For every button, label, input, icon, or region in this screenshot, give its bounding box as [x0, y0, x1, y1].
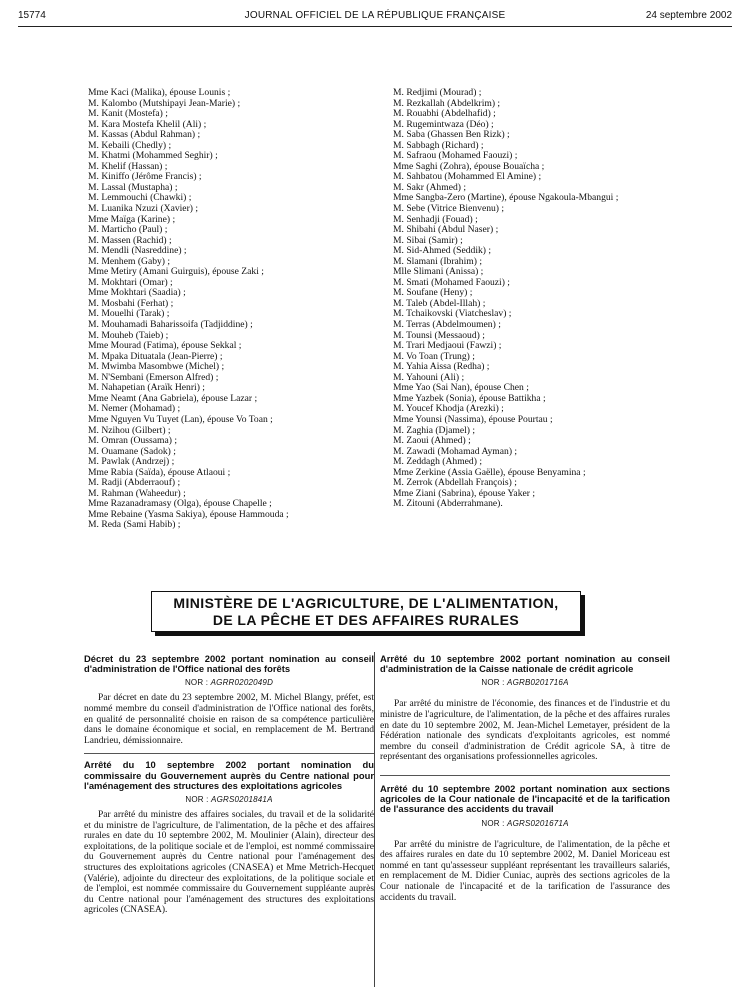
- name-entry: M. Mouelhi (Tarak) ;: [88, 308, 170, 320]
- name-entry: M. Zeddagh (Ahmed) ;: [393, 456, 482, 468]
- name-entry: M. Mpaka Dituatala (Jean-Pierre) ;: [88, 350, 223, 362]
- nor-label: NOR :: [185, 794, 209, 804]
- name-entry: M. Zerrok (Abdellah François) ;: [393, 477, 517, 489]
- name-entry: M. Trari Medjaoui (Fawzi) ;: [393, 340, 502, 352]
- name-entry: M. Rouabhi (Abdelhafid) ;: [393, 108, 496, 120]
- article-title: Arrêté du 10 septembre 2002 portant nomination aux sections agricoles de la Cour nationale de l'incapacité et de la tarification de l'assurance des accidents du travail: [380, 782, 670, 815]
- article-body: Par arrêté du ministre des affaires sociales, du travail et de la solidarité et du ministre de l'agriculture, de l'alimentation, de la pêche et des affaires rurales en date du 10 septembre 2002, M. Moulinier (Alain), directeur des exploitations, de la politique sociale et de l'emploi, est nommé commissaire du Gouvernement auprès du Centre national pour l'aménagement des structures des exploitations agricoles (CNASEA) et Mme Metrich-Hecquet (Valérie), adjointe du directeur des exploitations, de la politique sociale et de l'emploi, est nommée commissaire du Gouvernement suppléante auprès du Centre national pour l'aménagement des structures des exploitations agricoles (CNASEA).: [84, 809, 374, 916]
- name-entry: M. Luanika Nzuzi (Xavier) ;: [88, 203, 199, 215]
- nor-reference: [84, 795, 374, 804]
- nor-reference: [380, 678, 670, 687]
- name-entry: M. Rezkallah (Abdelkrim) ;: [393, 97, 501, 109]
- ministry-title-line1: MINISTÈRE DE L'AGRICULTURE, DE L'ALIMENTATION,: [173, 595, 559, 611]
- name-entry: M. Kanit (Mostefa) ;: [88, 108, 168, 120]
- name-entry: M. Kiniffo (Jérôme Francis) ;: [88, 171, 202, 183]
- article: [380, 654, 670, 763]
- name-entry: M. Zaghia (Djamel) ;: [393, 424, 476, 436]
- articles-column-left: [84, 654, 374, 916]
- article-title: Décret du 23 septembre 2002 portant nomination au conseil d'administration de l'Office national des forêts: [84, 653, 374, 675]
- name-entry: Mme Maïga (Karine) ;: [88, 213, 176, 225]
- name-entry: M. Sid-Ahmed (Seddik) ;: [393, 245, 492, 257]
- name-entry: M. N'Sembani (Emerson Alfred) ;: [88, 371, 219, 383]
- name-entry: M. Sakr (Ahmed) ;: [393, 181, 467, 193]
- name-entry: M. Mouhamadi Baharissoifa (Tadjiddine) ;: [88, 319, 253, 331]
- name-entry: Mme Saghi (Zohra), épouse Bouaïcha ;: [393, 160, 545, 172]
- name-entry: M. Omran (Oussama) ;: [88, 435, 177, 447]
- name-entry: Mme Rebaine (Yasma Sakiya), épouse Hammouda ;: [88, 508, 289, 520]
- name-entry: M. Nemer (Mohamad) ;: [88, 403, 181, 415]
- article: [380, 784, 670, 903]
- name-entry: M. Vo Toan (Trung) ;: [393, 350, 475, 362]
- article-separator: [84, 753, 374, 754]
- names-list-left: [88, 88, 289, 531]
- name-entry: M. Massen (Rachid) ;: [88, 234, 172, 246]
- nor-code: AGRB0201716A: [507, 678, 569, 688]
- nor-label: NOR :: [184, 678, 209, 688]
- name-entry: Mme Neamt (Ana Gabriela), épouse Lazar ;: [88, 392, 258, 404]
- name-entry: Mme Metiry (Amani Guirguis), épouse Zaki ;: [88, 266, 264, 278]
- ministry-title-line2: DE LA PÊCHE ET DES AFFAIRES RURALES: [212, 612, 520, 628]
- article-body: Par arrêté du ministre de l'agriculture, de l'alimentation, de la pêche et des affaires rurales en date du 10 septembre 2002, M. Daniel Moriceau est nommé en tant qu'assesseur suppléant représentant les travailleurs salariés, en remplacement de M. Didier Cuniac, auprès des sections agricoles de la Cour nationale de l'incapacité et de la tarification de l'assurance des accidents du travail.: [380, 839, 670, 903]
- name-entry: M. Marticho (Paul) ;: [88, 224, 168, 236]
- name-entry: M. Yahia Aissa (Redha) ;: [393, 361, 490, 373]
- name-entry: M. Youcef Khodja (Arezki) ;: [393, 403, 504, 415]
- header-rule: [18, 26, 732, 27]
- journal-title: JOURNAL OFFICIEL DE LA RÉPUBLIQUE FRANÇAISE: [244, 10, 506, 21]
- article-body: Par décret en date du 23 septembre 2002, M. Michel Blangy, préfet, est nommé membre du conseil d'administration de l'Office national des forêts, en qualité de personnalité choisie en raison de sa compétence particulière dans le domaine économique et social, en remplacement de M. Bertrand Landrieu, démissionnaire.: [84, 693, 374, 746]
- name-entry: M. Sahbatou (Mohammed El Amine) ;: [393, 171, 542, 183]
- article-title: Arrêté du 10 septembre 2002 portant nomination du commissaire du Gouvernement auprès du Centre national pour l'aménagement des structures des exploitations agricoles: [84, 759, 374, 791]
- name-entry: M. Zaoui (Ahmed) ;: [393, 435, 471, 447]
- name-entry: Mme Rabia (Saïda), épouse Atlaoui ;: [88, 466, 231, 478]
- name-entry: Mme Nguyen Vu Tuyet (Lan), épouse Vo Toan ;: [88, 413, 273, 425]
- name-entry: M. Mosbahi (Ferhat) ;: [88, 297, 174, 309]
- name-entry: M. Rahman (Waheedur) ;: [88, 487, 186, 499]
- nor-reference: [84, 678, 374, 687]
- name-entry: M. Safraou (Mohamed Faouzi) ;: [393, 150, 518, 162]
- name-entry: M. Radji (Abderraouf) ;: [88, 477, 181, 489]
- names-list-right: [393, 88, 618, 510]
- name-entry: M. Menhem (Gaby) ;: [88, 255, 171, 267]
- article: [84, 760, 374, 916]
- nor-label: NOR :: [481, 818, 505, 828]
- name-entry: M. Taleb (Abdel-Illah) ;: [393, 297, 486, 309]
- name-entry: M. Khelif (Hassan) ;: [88, 160, 168, 172]
- name-entry: M. Sibai (Samir) ;: [393, 234, 463, 246]
- name-entry: Mme Younsi (Nassima), épouse Pourtau ;: [393, 413, 553, 425]
- page-header: [18, 10, 732, 26]
- name-entry: M. Zawadi (Mohamad Ayman) ;: [393, 445, 518, 457]
- name-entry: M. Yahouni (Ali) ;: [393, 371, 465, 383]
- article: [84, 654, 374, 746]
- name-entry: M. Ouamane (Sadok) ;: [88, 445, 176, 457]
- name-entry: M. Lemmouchi (Chawki) ;: [88, 192, 192, 204]
- name-entry: M. Mouheb (Taieb) ;: [88, 329, 169, 341]
- name-entry: M. Kebaili (Chedly) ;: [88, 139, 172, 151]
- nor-reference: [380, 819, 670, 828]
- name-entry: M. Sabbagh (Richard) ;: [393, 139, 484, 151]
- issue-date: 24 septembre 2002: [645, 10, 732, 21]
- name-entry: M. Zitouni (Abderrahmane).: [393, 498, 503, 510]
- name-entry: Mme Zerkine (Assia Gaëlle), épouse Benyamina ;: [393, 466, 586, 478]
- name-entry: M. Slamani (Ibrahim) ;: [393, 255, 482, 267]
- name-entry: M. Sebe (Vitrice Bienvenu) ;: [393, 203, 505, 215]
- name-entry: M. Saba (Ghassen Ben Rizk) ;: [393, 129, 510, 141]
- article-body: Par arrêté du ministre de l'économie, des finances et de l'industrie et du ministre de l'agriculture, de l'alimentation, de la pêche et des affaires rurales en date du 10 septembre 2002, M. Jean-Michel Lemetayer, président de la Fédération nationale des syndicats d'exploitants agricoles, est nommé membre du conseil d'administration de Crédit agricole SA, à titre de représentant des organisations professionnelles agricoles.: [380, 699, 670, 763]
- page-number: 15774: [18, 10, 46, 21]
- name-entry: M. Redjimi (Mourad) ;: [393, 87, 482, 98]
- name-entry: M. Kassas (Abdul Rahman) ;: [88, 129, 201, 141]
- name-entry: M. Shibahi (Abdul Naser) ;: [393, 224, 499, 236]
- name-entry: M. Rugemintwaza (Déo) ;: [393, 118, 494, 130]
- name-entry: M. Khatmi (Mohammed Seghir) ;: [88, 150, 218, 162]
- name-entry: Mme Sangba-Zero (Martine), épouse Ngakoula-Mbangui ;: [393, 192, 619, 204]
- name-entry: M. Terras (Abdelmoumen) ;: [393, 319, 501, 331]
- name-entry: Mme Razanadramasy (Olga), épouse Chapelle ;: [88, 498, 272, 510]
- name-entry: M. Soufane (Heny) ;: [393, 287, 473, 299]
- nor-code: AGRS0201841A: [211, 794, 273, 804]
- name-entry: M. Reda (Sami Habib) ;: [88, 519, 181, 531]
- articles-column-right: [380, 654, 670, 903]
- name-entry: M. Kara Mostefa Khelil (Ali) ;: [88, 118, 207, 130]
- name-entry: M. Senhadji (Fouad) ;: [393, 213, 478, 225]
- name-entry: M. Pawlak (Andrzej) ;: [88, 456, 175, 468]
- name-entry: Mme Mourad (Fatima), épouse Sekkal ;: [88, 340, 242, 352]
- name-entry: M. Nzihou (Gilbert) ;: [88, 424, 171, 436]
- column-divider: [374, 652, 375, 987]
- nor-code: AGRS0201671A: [507, 818, 569, 828]
- nor-label: NOR :: [481, 678, 505, 688]
- name-entry: Mme Kaci (Malika), épouse Lounis ;: [88, 87, 231, 98]
- name-entry: M. Nahapetian (Araïk Henri) ;: [88, 382, 205, 394]
- name-entry: M. Mendli (Nasreddine) ;: [88, 245, 187, 257]
- name-entry: M. Mwimba Masombwe (Michel) ;: [88, 361, 225, 373]
- name-entry: M. Tounsi (Messaoud) ;: [393, 329, 485, 341]
- name-entry: Mlle Slimani (Anissa) ;: [393, 266, 484, 278]
- name-entry: M. Smati (Mohamed Faouzi) ;: [393, 276, 510, 288]
- name-entry: Mme Mokhtari (Saadia) ;: [88, 287, 186, 299]
- nor-code: AGRR0202049D: [210, 678, 274, 688]
- name-entry: M. Mokhtari (Omar) ;: [88, 276, 173, 288]
- name-entry: Mme Yazbek (Sonia), épouse Battikha ;: [393, 392, 546, 404]
- name-entry: M. Kalombo (Mutshipayi Jean-Marie) ;: [88, 97, 241, 109]
- name-entry: Mme Yao (Sai Nan), épouse Chen ;: [393, 382, 529, 394]
- ministry-banner: [151, 591, 581, 632]
- article-title: Arrêté du 10 septembre 2002 portant nomination au conseil d'administration de la Caisse nationale de crédit agricole: [380, 653, 670, 675]
- article-separator: [380, 775, 670, 776]
- name-entry: Mme Ziani (Sabrina), épouse Yaker ;: [393, 487, 536, 499]
- name-entry: M. Tchaikovski (Viatcheslav) ;: [393, 308, 512, 320]
- name-entry: M. Lassal (Mustapha) ;: [88, 181, 178, 193]
